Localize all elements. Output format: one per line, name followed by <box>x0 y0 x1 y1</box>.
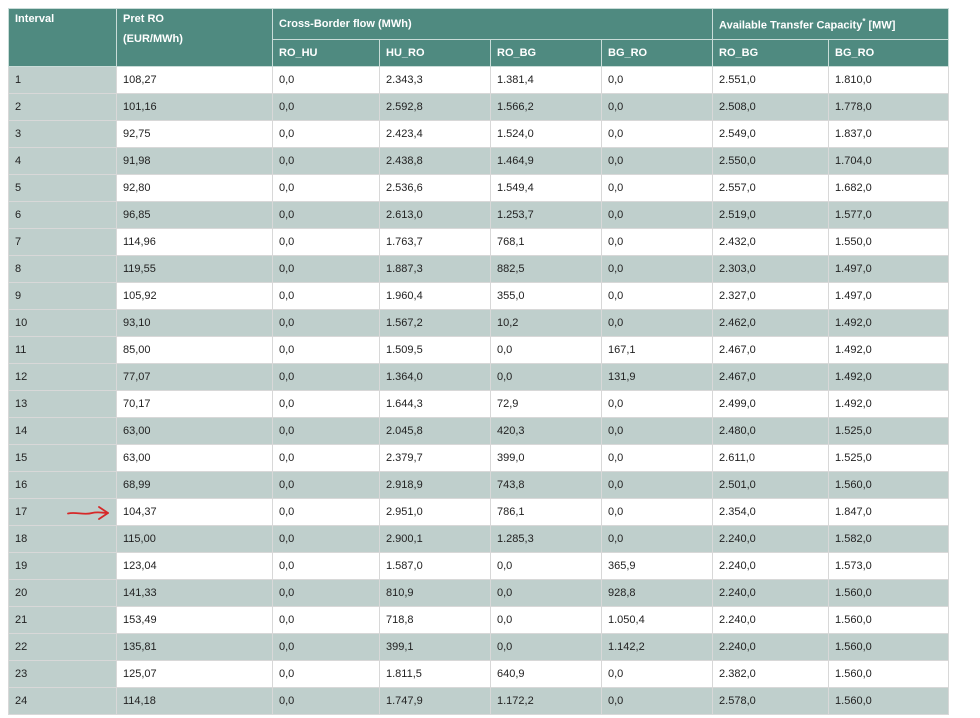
cell-atc-ro-bg: 2.240,0 <box>713 580 829 607</box>
cell-atc-ro-bg: 2.550,0 <box>713 148 829 175</box>
cell-price-ro: 123,04 <box>117 553 273 580</box>
cell-flow-hu-ro: 718,8 <box>380 607 491 634</box>
cell-atc-bg-ro: 1.810,0 <box>829 67 949 94</box>
cell-atc-ro-bg: 2.240,0 <box>713 634 829 661</box>
cell-price-ro: 135,81 <box>117 634 273 661</box>
cell-flow-hu-ro: 2.900,1 <box>380 526 491 553</box>
cell-atc-bg-ro: 1.497,0 <box>829 256 949 283</box>
cell-flow-bg-ro: 365,9 <box>602 553 713 580</box>
cell-atc-ro-bg: 2.327,0 <box>713 283 829 310</box>
market-data-table <box>8 8 949 715</box>
cell-price-ro: 91,98 <box>117 148 273 175</box>
cell-atc-ro-bg: 2.549,0 <box>713 121 829 148</box>
header-available-transfer-capacity <box>713 9 949 40</box>
cell-flow-ro-hu: 0,0 <box>273 175 380 202</box>
cell-flow-ro-bg: 1.253,7 <box>491 202 602 229</box>
cell-flow-ro-bg: 1.381,4 <box>491 67 602 94</box>
cell-interval: 13 <box>9 391 117 418</box>
cell-atc-ro-bg: 2.480,0 <box>713 418 829 445</box>
cell-atc-ro-bg: 2.501,0 <box>713 472 829 499</box>
header-atc-unit: [MW] <box>865 19 896 32</box>
cell-price-ro: 104,37 <box>117 499 273 526</box>
cell-atc-ro-bg: 2.240,0 <box>713 526 829 553</box>
header-interval: Interval <box>9 9 117 67</box>
cell-flow-bg-ro: 0,0 <box>602 310 713 337</box>
cell-price-ro: 70,17 <box>117 391 273 418</box>
cell-flow-bg-ro: 0,0 <box>602 175 713 202</box>
cell-interval: 12 <box>9 364 117 391</box>
cell-atc-bg-ro: 1.492,0 <box>829 337 949 364</box>
cell-interval: 21 <box>9 607 117 634</box>
cell-flow-ro-hu: 0,0 <box>273 256 380 283</box>
cell-flow-ro-bg: 1.566,2 <box>491 94 602 121</box>
cell-atc-bg-ro: 1.704,0 <box>829 148 949 175</box>
cell-atc-bg-ro: 1.550,0 <box>829 229 949 256</box>
cell-interval: 19 <box>9 553 117 580</box>
cell-atc-bg-ro: 1.492,0 <box>829 364 949 391</box>
cell-flow-bg-ro: 0,0 <box>602 67 713 94</box>
cell-atc-ro-bg: 2.354,0 <box>713 499 829 526</box>
cell-price-ro: 63,00 <box>117 418 273 445</box>
cell-price-ro: 108,27 <box>117 67 273 94</box>
table-row <box>9 607 949 634</box>
cell-interval: 24 <box>9 688 117 715</box>
cell-atc-bg-ro: 1.560,0 <box>829 580 949 607</box>
cell-flow-ro-hu: 0,0 <box>273 229 380 256</box>
cell-flow-ro-bg: 1.524,0 <box>491 121 602 148</box>
table-row <box>9 310 949 337</box>
table-row <box>9 526 949 553</box>
table-row <box>9 175 949 202</box>
cell-price-ro: 63,00 <box>117 445 273 472</box>
cell-flow-ro-hu: 0,0 <box>273 283 380 310</box>
cell-atc-ro-bg: 2.462,0 <box>713 310 829 337</box>
cell-flow-ro-hu: 0,0 <box>273 553 380 580</box>
cell-flow-hu-ro: 1.587,0 <box>380 553 491 580</box>
cell-atc-bg-ro: 1.492,0 <box>829 310 949 337</box>
header-price-ro <box>117 9 273 67</box>
header-price-unit: (EUR/MWh) <box>123 33 183 45</box>
header-flow-hu-ro: HU_RO <box>380 40 491 67</box>
cell-atc-ro-bg: 2.578,0 <box>713 688 829 715</box>
cell-flow-bg-ro: 0,0 <box>602 445 713 472</box>
cell-flow-bg-ro: 1.142,2 <box>602 634 713 661</box>
cell-flow-bg-ro: 131,9 <box>602 364 713 391</box>
cell-flow-hu-ro: 1.887,3 <box>380 256 491 283</box>
cell-flow-ro-bg: 1.285,3 <box>491 526 602 553</box>
cell-interval: 22 <box>9 634 117 661</box>
cell-flow-bg-ro: 0,0 <box>602 688 713 715</box>
cell-atc-ro-bg: 2.303,0 <box>713 256 829 283</box>
cell-flow-hu-ro: 1.644,3 <box>380 391 491 418</box>
cell-price-ro: 125,07 <box>117 661 273 688</box>
cell-price-ro: 77,07 <box>117 364 273 391</box>
cell-flow-ro-bg: 1.549,4 <box>491 175 602 202</box>
header-price-label: Pret RO <box>123 13 164 25</box>
cell-flow-hu-ro: 2.423,4 <box>380 121 491 148</box>
cell-interval: 17 <box>9 499 117 526</box>
cell-atc-ro-bg: 2.551,0 <box>713 67 829 94</box>
table-row <box>9 256 949 283</box>
table-row <box>9 418 949 445</box>
cell-flow-bg-ro: 0,0 <box>602 526 713 553</box>
cell-interval: 6 <box>9 202 117 229</box>
cell-flow-hu-ro: 2.592,8 <box>380 94 491 121</box>
cell-flow-hu-ro: 1.763,7 <box>380 229 491 256</box>
cell-flow-ro-hu: 0,0 <box>273 364 380 391</box>
cell-flow-bg-ro: 0,0 <box>602 148 713 175</box>
cell-flow-ro-bg: 420,3 <box>491 418 602 445</box>
cell-flow-ro-bg: 882,5 <box>491 256 602 283</box>
cell-price-ro: 114,96 <box>117 229 273 256</box>
arrow-shaft <box>68 512 108 514</box>
header-atc-bg-ro: BG_RO <box>829 40 949 67</box>
cell-atc-bg-ro: 1.560,0 <box>829 634 949 661</box>
cell-flow-ro-bg: 0,0 <box>491 634 602 661</box>
header-flow-bg-ro: BG_RO <box>602 40 713 67</box>
cell-flow-ro-hu: 0,0 <box>273 688 380 715</box>
cell-atc-ro-bg: 2.240,0 <box>713 553 829 580</box>
cell-flow-ro-bg: 743,8 <box>491 472 602 499</box>
cell-interval: 16 <box>9 472 117 499</box>
red-arrow-icon <box>66 504 112 522</box>
table-row <box>9 364 949 391</box>
cell-price-ro: 115,00 <box>117 526 273 553</box>
cell-flow-ro-bg: 0,0 <box>491 364 602 391</box>
table-row <box>9 661 949 688</box>
cell-flow-bg-ro: 0,0 <box>602 418 713 445</box>
cell-atc-bg-ro: 1.682,0 <box>829 175 949 202</box>
cell-flow-ro-bg: 0,0 <box>491 580 602 607</box>
cell-flow-bg-ro: 0,0 <box>602 391 713 418</box>
cell-flow-ro-hu: 0,0 <box>273 310 380 337</box>
cell-flow-hu-ro: 810,9 <box>380 580 491 607</box>
cell-flow-bg-ro: 0,0 <box>602 283 713 310</box>
cell-price-ro: 141,33 <box>117 580 273 607</box>
cell-flow-bg-ro: 928,8 <box>602 580 713 607</box>
cell-flow-ro-hu: 0,0 <box>273 202 380 229</box>
cell-flow-ro-hu: 0,0 <box>273 580 380 607</box>
table-header <box>9 9 949 67</box>
cell-interval: 1 <box>9 67 117 94</box>
cell-flow-ro-hu: 0,0 <box>273 661 380 688</box>
cell-flow-ro-hu: 0,0 <box>273 607 380 634</box>
cell-flow-hu-ro: 2.613,0 <box>380 202 491 229</box>
cell-price-ro: 93,10 <box>117 310 273 337</box>
cell-atc-bg-ro: 1.582,0 <box>829 526 949 553</box>
cell-price-ro: 101,16 <box>117 94 273 121</box>
cell-flow-hu-ro: 2.045,8 <box>380 418 491 445</box>
cell-flow-ro-hu: 0,0 <box>273 634 380 661</box>
header-atc-footnote-marker: * <box>862 16 866 26</box>
cell-flow-ro-hu: 0,0 <box>273 526 380 553</box>
cell-atc-bg-ro: 1.497,0 <box>829 283 949 310</box>
cell-atc-ro-bg: 2.467,0 <box>713 337 829 364</box>
cell-flow-bg-ro: 167,1 <box>602 337 713 364</box>
table-row <box>9 391 949 418</box>
cell-flow-ro-hu: 0,0 <box>273 472 380 499</box>
cell-flow-ro-hu: 0,0 <box>273 94 380 121</box>
cell-interval: 5 <box>9 175 117 202</box>
cell-interval: 15 <box>9 445 117 472</box>
cell-flow-ro-hu: 0,0 <box>273 121 380 148</box>
cell-flow-ro-bg: 640,9 <box>491 661 602 688</box>
cell-interval: 9 <box>9 283 117 310</box>
header-atc-label: Available Transfer Capacity <box>719 19 863 32</box>
cell-flow-ro-bg: 399,0 <box>491 445 602 472</box>
cell-flow-hu-ro: 1.364,0 <box>380 364 491 391</box>
cell-flow-hu-ro: 399,1 <box>380 634 491 661</box>
cell-interval: 20 <box>9 580 117 607</box>
cell-atc-bg-ro: 1.492,0 <box>829 391 949 418</box>
cell-flow-hu-ro: 2.951,0 <box>380 499 491 526</box>
cell-atc-bg-ro: 1.560,0 <box>829 607 949 634</box>
cell-flow-ro-bg: 0,0 <box>491 607 602 634</box>
cell-flow-hu-ro: 2.536,6 <box>380 175 491 202</box>
cell-interval: 7 <box>9 229 117 256</box>
table-row <box>9 94 949 121</box>
cell-flow-hu-ro: 1.567,2 <box>380 310 491 337</box>
table-row <box>9 445 949 472</box>
cell-flow-hu-ro: 1.509,5 <box>380 337 491 364</box>
table-row <box>9 202 949 229</box>
cell-price-ro: 68,99 <box>117 472 273 499</box>
cell-flow-ro-bg: 786,1 <box>491 499 602 526</box>
table-row <box>9 688 949 715</box>
cell-flow-bg-ro: 1.050,4 <box>602 607 713 634</box>
header-flow-ro-bg: RO_BG <box>491 40 602 67</box>
cell-price-ro: 96,85 <box>117 202 273 229</box>
table-body <box>9 67 949 715</box>
cell-atc-bg-ro: 1.577,0 <box>829 202 949 229</box>
cell-flow-hu-ro: 2.918,9 <box>380 472 491 499</box>
cell-flow-bg-ro: 0,0 <box>602 472 713 499</box>
table-row <box>9 553 949 580</box>
table-row <box>9 229 949 256</box>
cell-flow-hu-ro: 2.343,3 <box>380 67 491 94</box>
cell-atc-ro-bg: 2.432,0 <box>713 229 829 256</box>
cell-price-ro: 92,75 <box>117 121 273 148</box>
cell-atc-bg-ro: 1.560,0 <box>829 472 949 499</box>
cell-atc-bg-ro: 1.847,0 <box>829 499 949 526</box>
cell-flow-ro-hu: 0,0 <box>273 337 380 364</box>
cell-price-ro: 114,18 <box>117 688 273 715</box>
cell-flow-ro-hu: 0,0 <box>273 391 380 418</box>
cell-flow-bg-ro: 0,0 <box>602 94 713 121</box>
cell-atc-ro-bg: 2.611,0 <box>713 445 829 472</box>
header-atc-ro-bg: RO_BG <box>713 40 829 67</box>
cell-flow-hu-ro: 1.811,5 <box>380 661 491 688</box>
cell-atc-ro-bg: 2.240,0 <box>713 607 829 634</box>
cell-flow-bg-ro: 0,0 <box>602 202 713 229</box>
header-cross-border-flow: Cross-Border flow (MWh) <box>273 9 713 40</box>
table-row <box>9 283 949 310</box>
table-row <box>9 472 949 499</box>
cell-atc-bg-ro: 1.560,0 <box>829 688 949 715</box>
cell-atc-ro-bg: 2.557,0 <box>713 175 829 202</box>
table-row <box>9 67 949 94</box>
cell-price-ro: 85,00 <box>117 337 273 364</box>
cell-flow-bg-ro: 0,0 <box>602 229 713 256</box>
cell-flow-bg-ro: 0,0 <box>602 121 713 148</box>
cell-interval: 18 <box>9 526 117 553</box>
cell-flow-bg-ro: 0,0 <box>602 499 713 526</box>
cell-interval: 2 <box>9 94 117 121</box>
cell-atc-ro-bg: 2.382,0 <box>713 661 829 688</box>
table-row <box>9 499 949 526</box>
cell-flow-ro-bg: 0,0 <box>491 337 602 364</box>
cell-interval: 3 <box>9 121 117 148</box>
cell-flow-ro-bg: 1.172,2 <box>491 688 602 715</box>
cell-atc-bg-ro: 1.837,0 <box>829 121 949 148</box>
cell-flow-ro-hu: 0,0 <box>273 418 380 445</box>
cell-price-ro: 119,55 <box>117 256 273 283</box>
cell-atc-bg-ro: 1.525,0 <box>829 445 949 472</box>
cell-interval: 23 <box>9 661 117 688</box>
cell-flow-ro-hu: 0,0 <box>273 67 380 94</box>
cell-interval: 11 <box>9 337 117 364</box>
cell-atc-bg-ro: 1.573,0 <box>829 553 949 580</box>
cell-flow-ro-bg: 1.464,9 <box>491 148 602 175</box>
cell-price-ro: 153,49 <box>117 607 273 634</box>
cell-flow-ro-hu: 0,0 <box>273 148 380 175</box>
cell-price-ro: 92,80 <box>117 175 273 202</box>
table-row <box>9 634 949 661</box>
cell-flow-hu-ro: 2.438,8 <box>380 148 491 175</box>
table-row <box>9 580 949 607</box>
cell-interval: 4 <box>9 148 117 175</box>
table-row <box>9 337 949 364</box>
cell-flow-bg-ro: 0,0 <box>602 661 713 688</box>
cell-flow-ro-bg: 768,1 <box>491 229 602 256</box>
cell-atc-bg-ro: 1.525,0 <box>829 418 949 445</box>
cell-flow-hu-ro: 2.379,7 <box>380 445 491 472</box>
cell-flow-ro-bg: 355,0 <box>491 283 602 310</box>
cell-interval: 10 <box>9 310 117 337</box>
cell-flow-bg-ro: 0,0 <box>602 256 713 283</box>
cell-interval: 8 <box>9 256 117 283</box>
table-row <box>9 148 949 175</box>
cell-atc-bg-ro: 1.560,0 <box>829 661 949 688</box>
cell-atc-ro-bg: 2.467,0 <box>713 364 829 391</box>
cell-interval: 14 <box>9 418 117 445</box>
cell-atc-ro-bg: 2.519,0 <box>713 202 829 229</box>
table-row <box>9 121 949 148</box>
cell-flow-ro-hu: 0,0 <box>273 499 380 526</box>
cell-flow-ro-hu: 0,0 <box>273 445 380 472</box>
cell-price-ro: 105,92 <box>117 283 273 310</box>
cell-flow-ro-bg: 72,9 <box>491 391 602 418</box>
cell-flow-hu-ro: 1.960,4 <box>380 283 491 310</box>
cell-flow-ro-bg: 0,0 <box>491 553 602 580</box>
cell-atc-bg-ro: 1.778,0 <box>829 94 949 121</box>
header-flow-ro-hu: RO_HU <box>273 40 380 67</box>
cell-flow-hu-ro: 1.747,9 <box>380 688 491 715</box>
cell-atc-ro-bg: 2.508,0 <box>713 94 829 121</box>
cell-flow-ro-bg: 10,2 <box>491 310 602 337</box>
cell-atc-ro-bg: 2.499,0 <box>713 391 829 418</box>
